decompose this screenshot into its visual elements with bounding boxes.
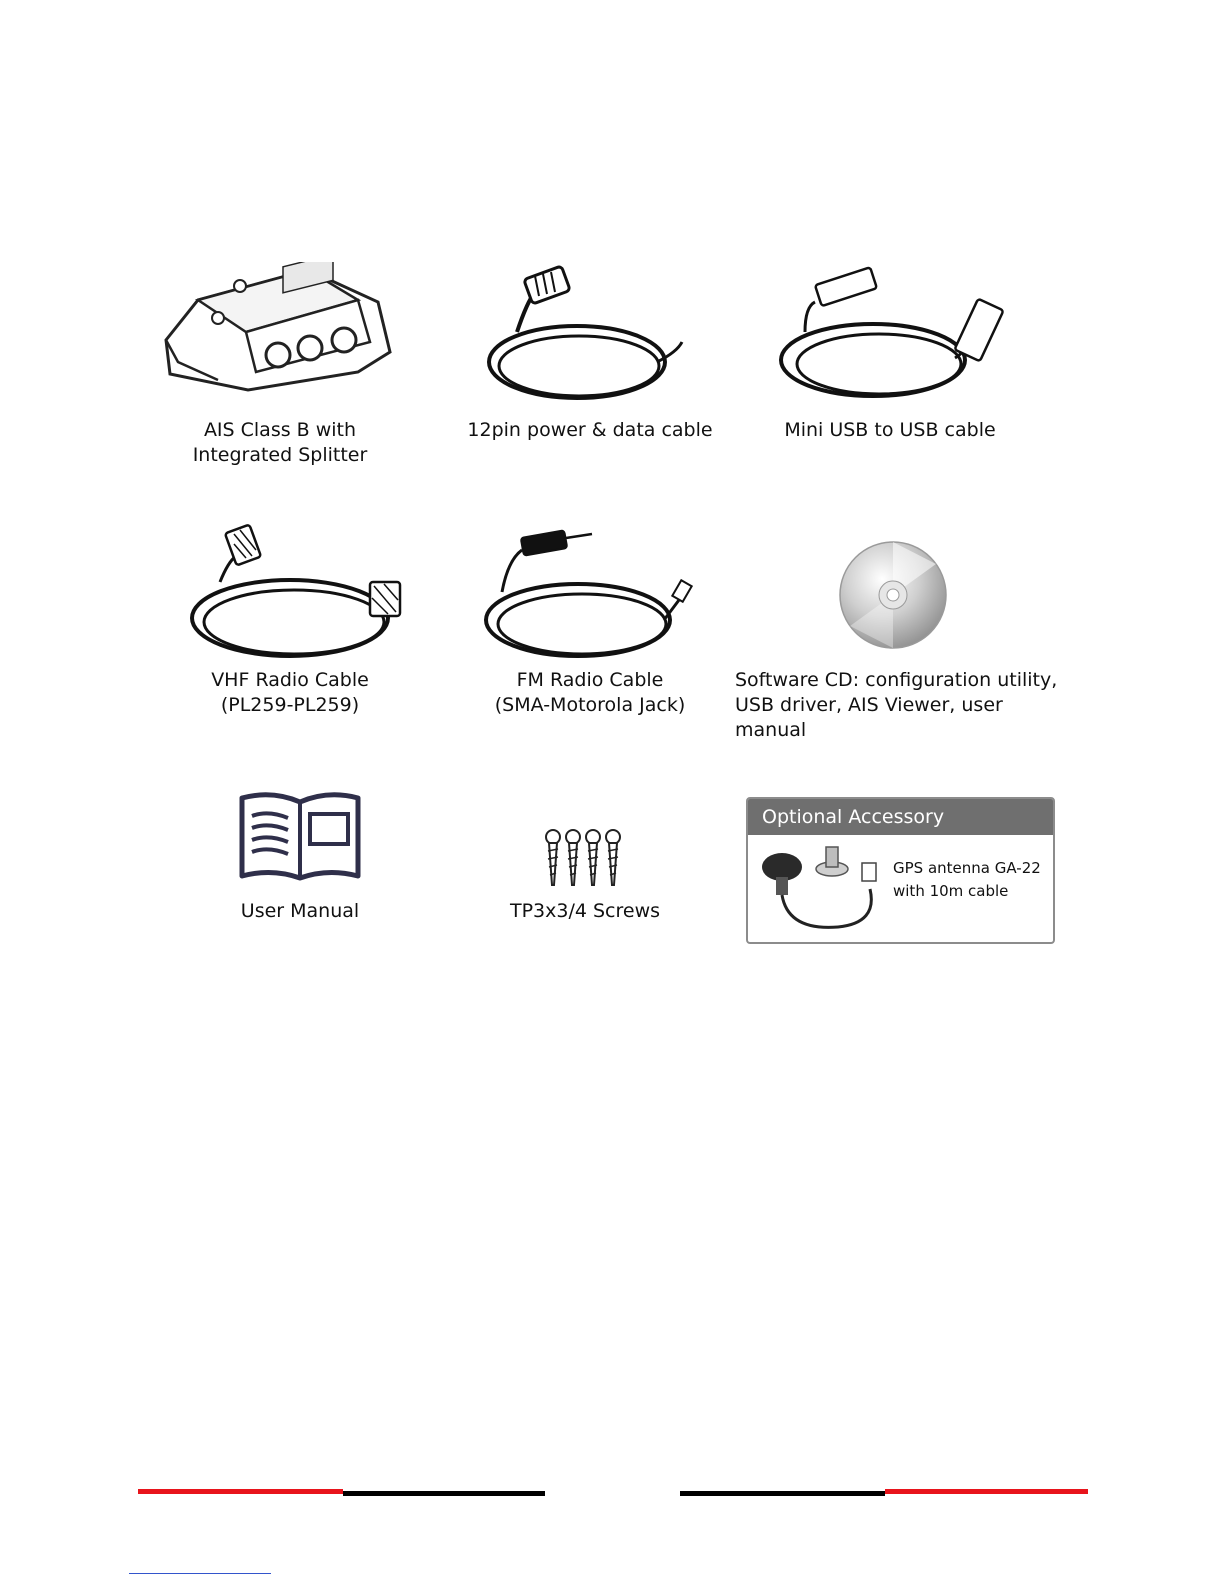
optional-accessory-title: Optional Accessory [748,799,1053,835]
screws-icon [543,829,625,889]
cd-icon [838,540,948,650]
footer-rule-right-red [885,1489,1088,1494]
caption-fm-cable: FM Radio Cable (SMA-Motorola Jack) [494,669,686,716]
caption-ais-transponder: AIS Class B with Integrated Splitter [192,419,368,466]
caption-power-data-cable: 12pin power & data cable [467,419,713,441]
footer-rule-left-black [343,1491,545,1496]
footer-rule-right-black [680,1491,885,1496]
caption-screws: TP3x3/4 Screws [509,900,661,922]
optional-accessory-text: GPS antenna GA-22 with 10m cable [893,859,1041,900]
fm-cable-icon [482,520,697,660]
usb-cable-icon [775,262,1015,402]
caption-usb-cable: Mini USB to USB cable [784,419,996,441]
footer-rule-left-red [138,1489,343,1494]
caption-user-manual: User Manual [240,900,360,922]
ais-transponder-icon [158,262,398,394]
caption-software-cd: Software CD: configuration utility, USB driver, AIS Viewer, user manual [735,669,1058,741]
optional-accessory-box [746,797,1055,944]
caption-vhf-cable: VHF Radio Cable (PL259-PL259) [211,669,369,716]
footer-link-underline [129,1572,271,1574]
power-data-cable-icon [487,262,692,402]
gps-antenna-icon [758,841,888,941]
vhf-cable-icon [190,520,415,660]
book-icon [238,790,362,882]
